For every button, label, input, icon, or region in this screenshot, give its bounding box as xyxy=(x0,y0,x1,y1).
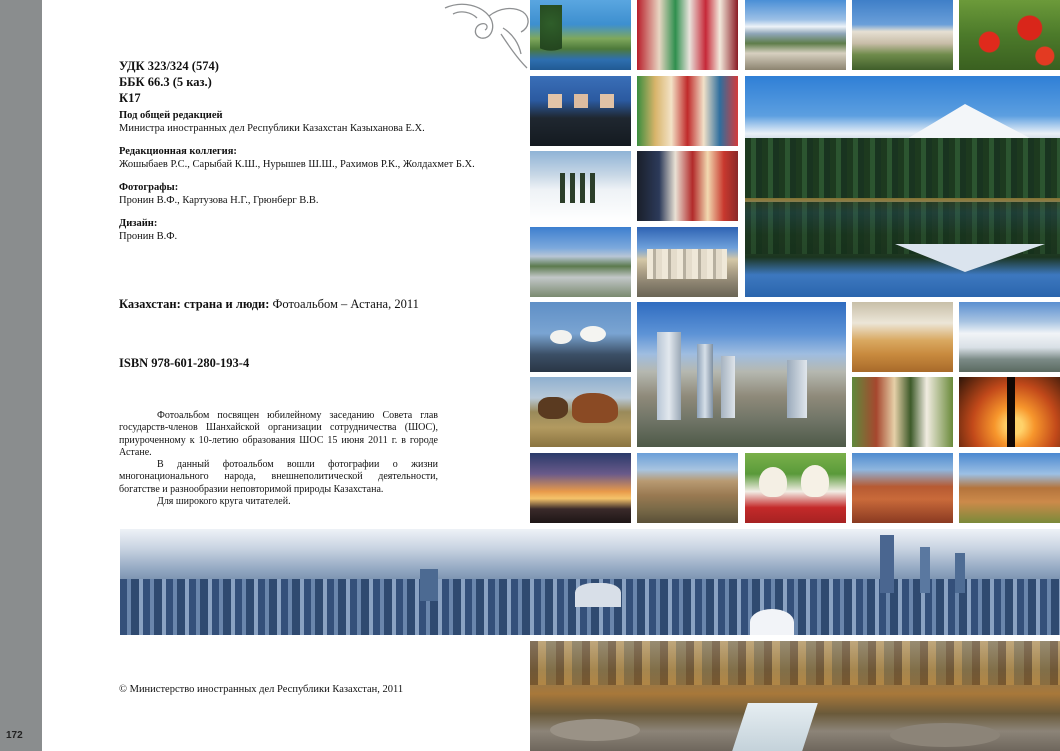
credit-design xyxy=(119,218,519,243)
photo-mountain-lake-reflection xyxy=(745,76,1060,297)
photo-monument-sunset xyxy=(530,453,631,523)
photo-city-panorama-blue xyxy=(120,529,1060,635)
photo-pine-lake xyxy=(530,0,631,70)
isbn: ISBN 978-601-280-193-4 xyxy=(119,356,250,370)
bibliographic-block xyxy=(119,58,219,106)
credit-text: Министра иностранных дел Республики Казахстан Казыханова Е.Х. xyxy=(119,122,425,134)
photo-city-mountain-view xyxy=(530,227,631,297)
copyright: © Министерство иностранных дел Республики Казахстан, 2011 xyxy=(119,684,404,695)
credit-heading: Фотографы: xyxy=(119,182,179,193)
credit-photographers xyxy=(119,182,519,207)
bbk-code: ББК 66.3 (5 каз.) xyxy=(119,75,212,89)
photo-autumn-river-stream xyxy=(530,641,1060,751)
left-margin-strip xyxy=(0,0,42,751)
photo-men-traditional-dress xyxy=(852,377,953,447)
photo-seagulls xyxy=(530,302,631,372)
credits-block xyxy=(119,110,519,254)
abstract xyxy=(119,410,438,508)
photo-bread-bakers xyxy=(852,302,953,372)
credit-editor xyxy=(119,110,519,135)
credit-board xyxy=(119,146,519,171)
photo-leaders-handshake xyxy=(530,76,631,146)
photo-horses xyxy=(530,377,631,447)
abstract-paragraph: Фотоальбом посвящен юбилейному заседанию Совета глав государств-членов Шанхайской организации сотрудничества (ШОС), приуроченному к 10-летию образования ШОС 15 июня 2011 г. в городе Астане. xyxy=(119,410,438,458)
photo-women-traditional-hats xyxy=(637,76,738,146)
credit-heading: Под общей редакцией xyxy=(119,110,223,121)
credit-heading: Дизайн: xyxy=(119,218,158,229)
photo-astana-skyline xyxy=(637,302,846,447)
photo-president-greeting xyxy=(637,151,738,221)
credit-heading: Редакционная коллегия: xyxy=(119,146,237,157)
udk-code: УДК 323/324 (574) xyxy=(119,59,219,73)
photo-city-mountains xyxy=(745,0,846,70)
book-title-rest: Фотоальбом – Астана, 2011 xyxy=(269,297,419,311)
credit-text: Пронин В.Ф. xyxy=(119,230,178,242)
photo-city-aerial xyxy=(637,227,738,297)
abstract-paragraph: Для широкого круга читателей. xyxy=(157,496,291,508)
photo-girls-white-headdress xyxy=(745,453,846,523)
photo-sunset-tree xyxy=(959,377,1060,447)
book-title-main: Казахстан: страна и люди: xyxy=(119,297,270,311)
photo-snowy-mountains xyxy=(959,302,1060,372)
photo-canyon xyxy=(637,453,738,523)
photo-red-rock-tree xyxy=(852,453,953,523)
page-number-left: 172 xyxy=(6,730,23,741)
photo-snowy-spruce-slope xyxy=(530,151,631,221)
author-mark: К17 xyxy=(119,91,141,105)
credit-text: Пронин В.Ф., Картузова Н.Г., Грюнберг В.В. xyxy=(119,194,319,206)
ornament-icon xyxy=(443,0,533,72)
credit-text: Жошыбаев Р.С., Сарыбай К.Ш., Нурышев Ш.Ш., Рахимов Р.К., Жолдахмет Б.Х. xyxy=(119,158,475,170)
photo-government-building xyxy=(852,0,953,70)
photo-red-poppies xyxy=(959,0,1060,70)
photo-folk-costumes xyxy=(637,0,738,70)
photo-red-desert-rocks xyxy=(959,453,1060,523)
book-title xyxy=(119,297,419,312)
abstract-paragraph: В данный фотоальбом вошли фотографии о жизни многонационального народа, внешнеполитической деятельности, богатстве и разнообразии неповторимой природы Казахстана. xyxy=(119,459,438,495)
